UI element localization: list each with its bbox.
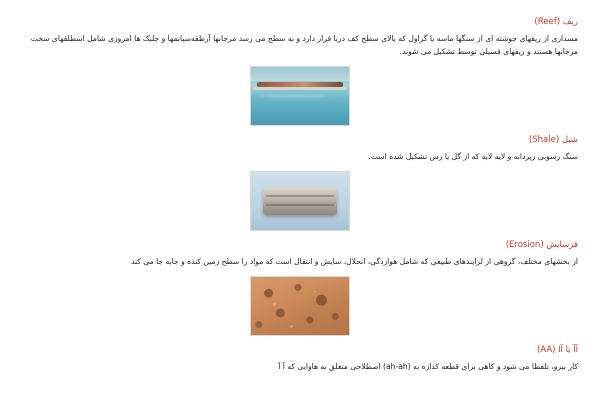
term-definition-aa: کار بیرو، تلفظا می شود و کاهی برای قطعه کدازه به (ah-ah) اصطلاحی متعلق به هاوایی که آ آ [278,362,578,371]
erosion-speck [314,291,316,293]
term-definition-reef: مسداری از ریفهای جوشته ای از سنگها ماسه یا گراول که بالای سطح کف دریا قرار دارد و به سطح می رسد مرجانها آرطقه‌سیانمها و جلبک ها امروزی شامل اسطلقهای سخت مرجانها هستند و ریفهای قسیلی توسط تشکیل می شوند. [30,34,578,56]
shale-photo [250,171,350,231]
term-definition-erosion: از بخشهای مختلف، گروهی از لرایندهای طبیعی که شامل هوازدگی، انحلال، سایش و انتقال است که مواد را سطح زمین کنده و جابه جا می کند [130,257,578,266]
erosion-speck [273,303,276,306]
term-heading-aa: آآ یا آا (AA) [536,345,578,355]
reef-sky [251,67,349,81]
glossary-entry-erosion [22,239,578,336]
glossary-entry-shale [22,134,578,231]
shale-rock [263,187,337,215]
reef-foam [261,95,330,97]
reef-sand [253,87,347,90]
glossary-entry-aa [22,344,578,373]
erosion-photo [250,276,350,336]
term-heading-erosion: فرسایش (Erosion) [505,240,578,250]
glossary-entry-reef [22,16,578,126]
term-heading-reef: ریف (Reef) [534,17,578,27]
erosion-speck [290,325,293,328]
reef-photo [250,66,350,126]
term-heading-shale: شیل (Shale) [528,135,578,145]
term-definition-shale: سنگ رسوبی ریزدانه و لایه لایه که از گل یا رس تشکیل شده است. [368,152,578,161]
